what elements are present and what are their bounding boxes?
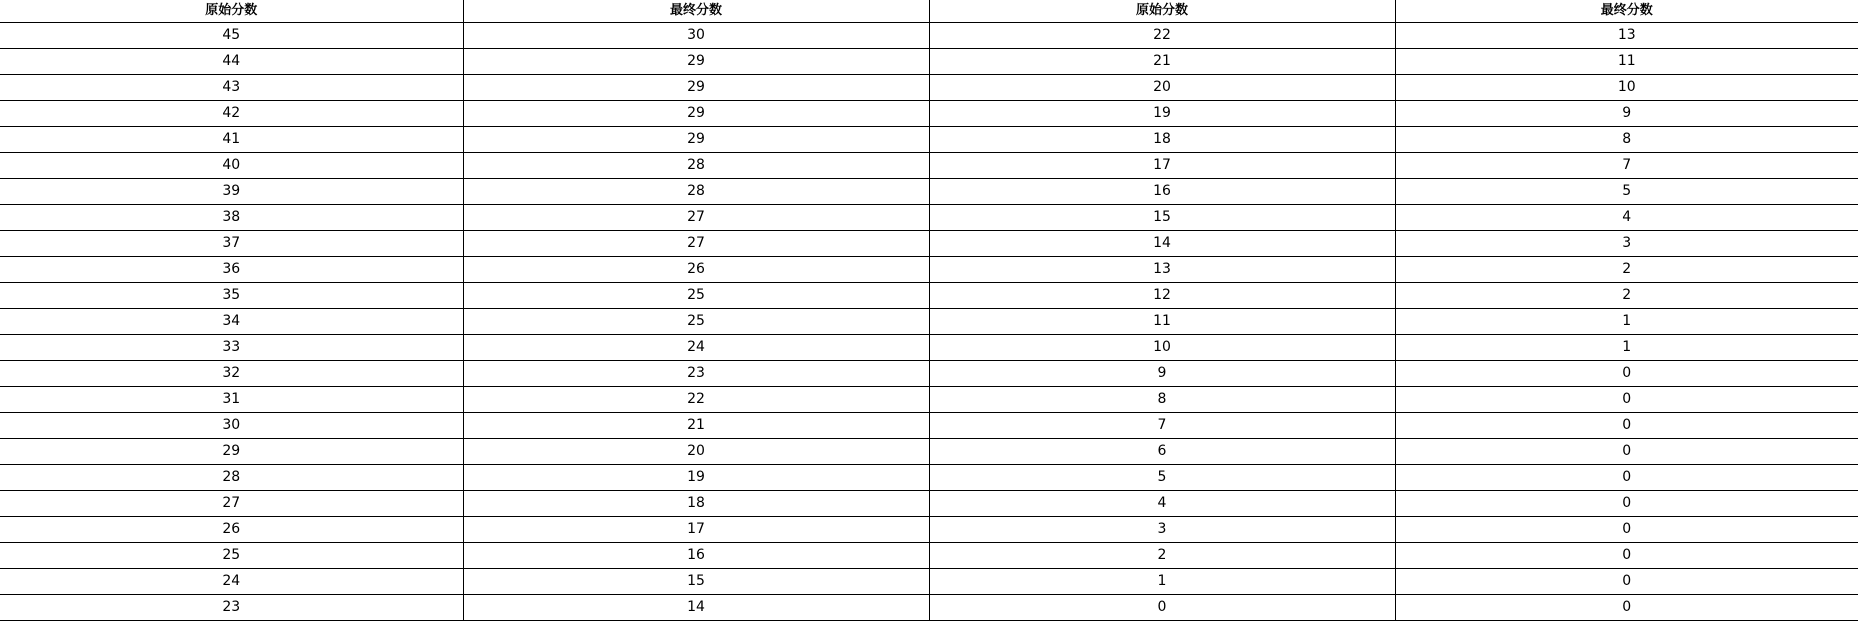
table-cell[interactable]: 2 [929,543,1395,569]
header-raw-score-2[interactable]: 原始分数 [929,0,1395,23]
table-cell[interactable]: 40 [0,153,463,179]
table-cell[interactable]: 16 [463,543,929,569]
table-row [0,179,1858,205]
table-cell[interactable]: 15 [463,569,929,595]
table-row [0,413,1858,439]
table-cell[interactable]: 15 [929,205,1395,231]
table-cell[interactable]: 14 [463,595,929,621]
table-cell[interactable]: 3 [929,517,1395,543]
table-cell[interactable]: 33 [0,335,463,361]
table-row [0,517,1858,543]
table-cell[interactable]: 25 [463,309,929,335]
table-row [0,543,1858,569]
table-row [0,439,1858,465]
table-cell[interactable]: 22 [463,387,929,413]
table-cell[interactable]: 25 [0,543,463,569]
table-row [0,101,1858,127]
table-row [0,283,1858,309]
table-cell[interactable]: 0 [1395,491,1858,517]
table-cell[interactable]: 29 [463,127,929,153]
table-cell[interactable]: 38 [0,205,463,231]
table-cell[interactable]: 43 [0,75,463,101]
table-row [0,231,1858,257]
table-cell[interactable]: 1 [1395,335,1858,361]
table-cell[interactable]: 22 [929,23,1395,49]
table-cell[interactable]: 4 [929,491,1395,517]
table-cell[interactable]: 45 [0,23,463,49]
table-cell[interactable]: 34 [0,309,463,335]
table-cell[interactable]: 26 [463,257,929,283]
table-header [0,0,1858,23]
table-cell[interactable]: 28 [463,179,929,205]
table-row [0,569,1858,595]
table-cell[interactable]: 37 [0,231,463,257]
table-cell[interactable]: 3 [1395,231,1858,257]
table-cell[interactable]: 29 [463,101,929,127]
table-cell[interactable]: 0 [929,595,1395,621]
table-cell[interactable]: 8 [929,387,1395,413]
table-cell[interactable]: 0 [1395,413,1858,439]
table-cell[interactable]: 7 [1395,153,1858,179]
table-cell[interactable]: 39 [0,179,463,205]
table-cell[interactable]: 30 [463,23,929,49]
table-cell[interactable]: 5 [929,465,1395,491]
table-cell[interactable]: 19 [463,465,929,491]
table-cell[interactable]: 13 [1395,23,1858,49]
table-cell[interactable]: 4 [1395,205,1858,231]
table-cell[interactable]: 9 [929,361,1395,387]
table-row [0,127,1858,153]
table-cell[interactable]: 9 [1395,101,1858,127]
table-cell[interactable]: 17 [929,153,1395,179]
table-row [0,75,1858,101]
table-cell[interactable]: 0 [1395,595,1858,621]
table-cell[interactable]: 31 [0,387,463,413]
header-final-score-1[interactable]: 最终分数 [463,0,929,23]
table-row [0,153,1858,179]
header-final-score-2[interactable]: 最终分数 [1395,0,1858,23]
table-cell[interactable]: 23 [463,361,929,387]
table-cell[interactable]: 11 [929,309,1395,335]
table-cell[interactable]: 1 [929,569,1395,595]
table-cell[interactable]: 20 [463,439,929,465]
table-cell[interactable]: 29 [463,49,929,75]
table-row [0,257,1858,283]
table-cell[interactable]: 2 [1395,257,1858,283]
table-cell[interactable]: 5 [1395,179,1858,205]
table-cell[interactable]: 21 [929,49,1395,75]
table-cell[interactable]: 18 [463,491,929,517]
table-row [0,335,1858,361]
table-cell[interactable]: 10 [929,335,1395,361]
table-cell[interactable]: 24 [0,569,463,595]
table-cell[interactable]: 27 [463,231,929,257]
table-cell[interactable]: 28 [0,465,463,491]
table-cell[interactable]: 18 [929,127,1395,153]
table-row [0,205,1858,231]
header-row [0,0,1858,23]
table-cell[interactable]: 42 [0,101,463,127]
table-cell[interactable]: 28 [463,153,929,179]
table-cell[interactable]: 26 [0,517,463,543]
table-cell[interactable]: 0 [1395,543,1858,569]
table-cell[interactable]: 16 [929,179,1395,205]
table-cell[interactable]: 0 [1395,517,1858,543]
table-row [0,49,1858,75]
table-cell[interactable]: 7 [929,413,1395,439]
table-cell[interactable]: 14 [929,231,1395,257]
table-cell[interactable]: 8 [1395,127,1858,153]
table-cell[interactable]: 13 [929,257,1395,283]
table-cell[interactable]: 27 [0,491,463,517]
table-row [0,23,1858,49]
table-cell[interactable]: 32 [0,361,463,387]
table-cell[interactable]: 21 [463,413,929,439]
table-row [0,309,1858,335]
table-cell[interactable]: 25 [463,283,929,309]
table-cell[interactable]: 0 [1395,465,1858,491]
table-cell[interactable]: 20 [929,75,1395,101]
table-row [0,491,1858,517]
table-cell[interactable]: 27 [463,205,929,231]
table-cell[interactable]: 36 [0,257,463,283]
table-row [0,465,1858,491]
table-cell[interactable]: 0 [1395,387,1858,413]
table-row [0,361,1858,387]
table-cell[interactable]: 41 [0,127,463,153]
table-cell[interactable]: 30 [0,413,463,439]
table-cell[interactable]: 0 [1395,569,1858,595]
table-cell[interactable]: 11 [1395,49,1858,75]
table-row [0,387,1858,413]
table-body [0,23,1858,621]
table-cell[interactable]: 12 [929,283,1395,309]
table-cell[interactable]: 24 [463,335,929,361]
table-cell[interactable]: 19 [929,101,1395,127]
table-row [0,595,1858,621]
header-raw-score-1[interactable]: 原始分数 [0,0,463,23]
table-cell[interactable]: 1 [1395,309,1858,335]
table-cell[interactable]: 29 [463,75,929,101]
table-cell[interactable]: 29 [0,439,463,465]
table-cell[interactable]: 6 [929,439,1395,465]
table-cell[interactable]: 10 [1395,75,1858,101]
table-cell[interactable]: 2 [1395,283,1858,309]
table-cell[interactable]: 0 [1395,361,1858,387]
table-cell[interactable]: 23 [0,595,463,621]
table-cell[interactable]: 17 [463,517,929,543]
table-cell[interactable]: 0 [1395,439,1858,465]
table-cell[interactable]: 35 [0,283,463,309]
table-cell[interactable]: 44 [0,49,463,75]
